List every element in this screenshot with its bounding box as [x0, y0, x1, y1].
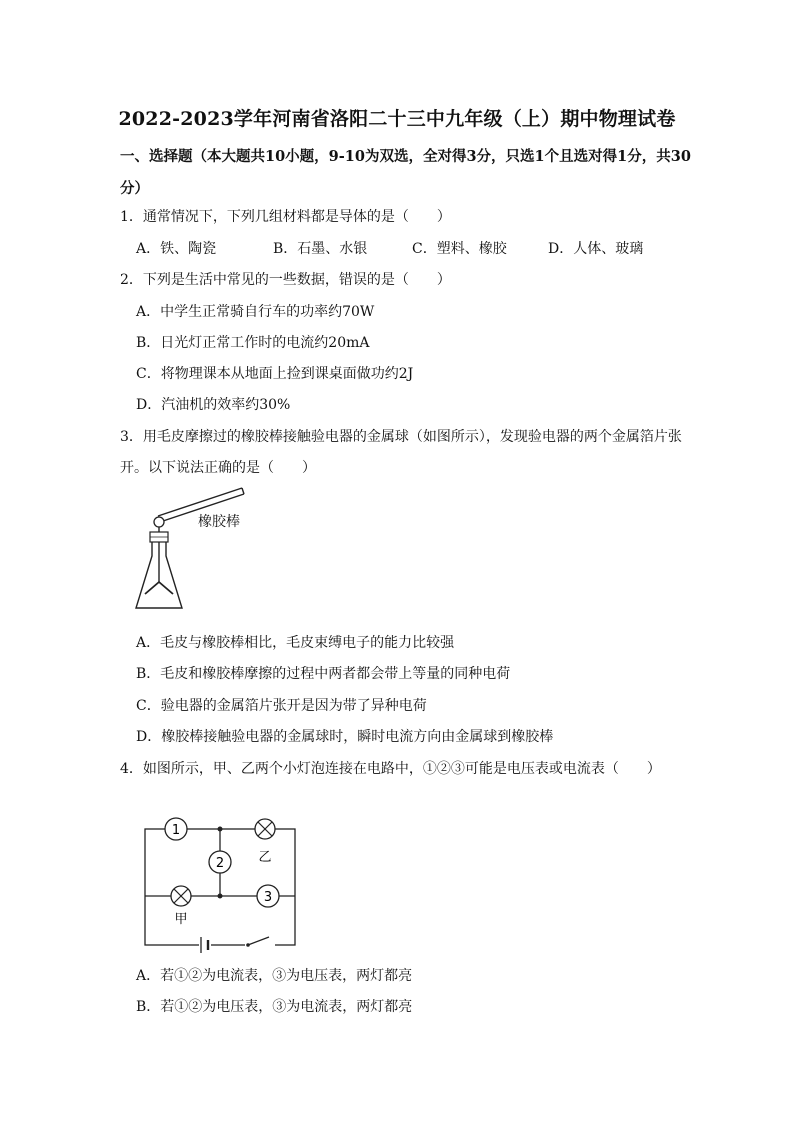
q1-option-b: B．石墨、水银	[273, 241, 368, 257]
q2-option-b: B．日光灯正常工作时的电流约20mA	[136, 335, 370, 351]
electroscope-figure	[130, 484, 260, 616]
q1-option-d: D．人体、玻璃	[548, 241, 644, 257]
page-title: 2022-2023学年河南省洛阳二十三中九年级（上）期中物理试卷	[118, 108, 676, 130]
q1-option-a: A．铁、陶瓷	[136, 241, 217, 257]
q2-option-d: D．汽油机的效率约30%	[136, 397, 291, 413]
meter-1-label: 1	[171, 823, 181, 838]
question-3-stem-line2: 开。以下说法正确的是（ ）	[120, 460, 316, 476]
question-2-stem: 2．下列是生活中常见的一些数据，错误的是（ ）	[120, 272, 451, 288]
meter-2-label: 2	[215, 856, 225, 871]
lamp-yi-label: 乙	[258, 850, 272, 865]
q3-option-a: A．毛皮与橡胶棒相比，毛皮束缚电子的能力比较强	[136, 635, 455, 651]
circuit-figure	[135, 815, 305, 955]
question-1-stem: 1．通常情况下，下列几组材料都是导体的是（ ）	[120, 209, 451, 225]
q3-option-b: B．毛皮和橡胶棒摩擦的过程中两者都会带上等量的同种电荷	[136, 666, 511, 682]
q4-option-a: A．若①②为电流表，③为电压表，两灯都亮	[136, 968, 413, 984]
q3-option-d: D．橡胶棒接触验电器的金属球时，瞬时电流方向由金属球到橡胶棒	[136, 729, 554, 745]
section-heading: 一、选择题（本大题共10小题，9-10为双选，全对得3分，只选1个且选对得1分，共30分）	[120, 148, 691, 197]
foil-left	[145, 582, 159, 594]
question-4-stem: 4．如图所示，甲、乙两个小灯泡连接在电路中，①②③可能是电压表或电流表（ ）	[120, 761, 661, 777]
rubber-rod-end	[242, 488, 244, 494]
q4-option-b: B．若①②为电压表，③为电流表，两灯都亮	[136, 999, 413, 1015]
q1-option-c: C．塑料、橡胶	[412, 241, 507, 257]
rubber-rod-label: 橡胶棒	[198, 514, 240, 530]
junction-top	[218, 827, 223, 832]
q2-option-a: A．中学生正常骑自行车的功率约70W	[136, 304, 375, 320]
question-3-stem-line1: 3．用毛皮摩擦过的橡胶棒接触验电器的金属球（如图所示），发现验电器的两个金属箔片张	[120, 429, 682, 445]
q3-option-c: C．验电器的金属箔片张开是因为带了异种电荷	[136, 698, 427, 714]
lamp-jia-label: 甲	[174, 912, 188, 927]
foil-right	[159, 582, 173, 594]
q2-option-c: C．将物理课本从地面上捡到课桌面做功约2J	[136, 366, 414, 382]
metal-ball	[154, 517, 164, 527]
junction-middle	[218, 894, 223, 899]
meter-3-label: 3	[263, 890, 273, 905]
